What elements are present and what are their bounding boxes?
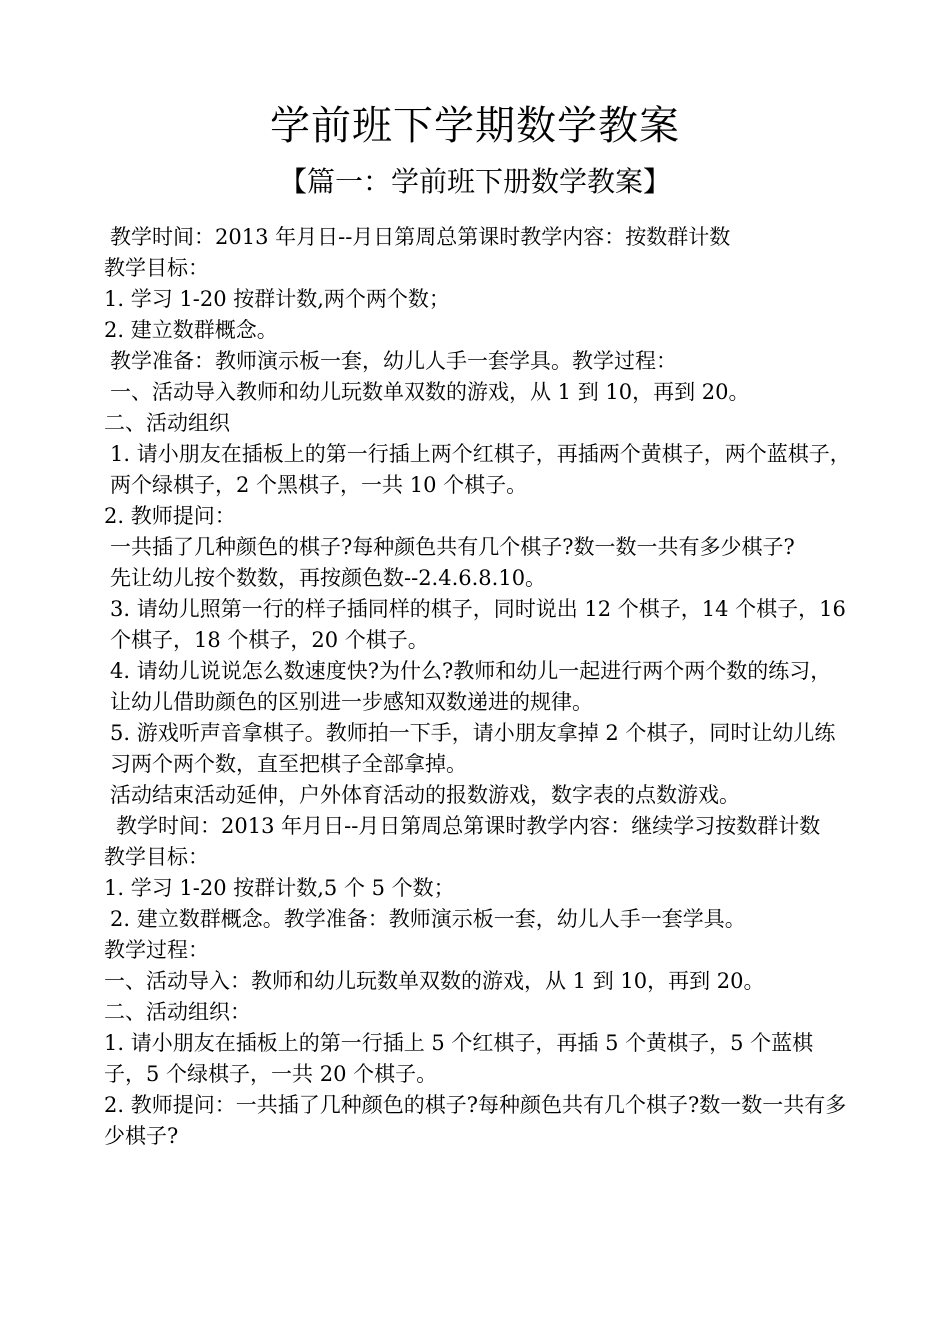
paragraph-line: 3. 请幼儿照第一行的样子插同样的棋子，同时说出 12 个棋子，14 个棋子，16 个棋子，18 个棋子，20 个棋子。 [110, 597, 846, 652]
paragraph-line: 一共插了几种颜色的棋子?每种颜色共有几个棋子?数一数一共有多少棋子? [110, 535, 795, 559]
paragraph-line: 二、活动组织 [104, 411, 230, 435]
paragraph-line: 一、活动导入教师和幼儿玩数单双数的游戏，从 1 到 10，再到 20。 [110, 380, 750, 404]
paragraph-line: 活动结束活动延伸，户外体育活动的报数游戏，数字表的点数游戏。 [110, 783, 740, 807]
paragraph-line: 教学目标： [104, 845, 209, 869]
paragraph-line: 一、活动导入：教师和幼儿玩数单双数的游戏，从 1 到 10，再到 20。 [104, 969, 765, 993]
paragraph-line: 2. 建立数群概念。教学准备：教师演示板一套，幼儿人手一套学具。 [110, 907, 746, 931]
paragraph-line: 教学过程： [104, 938, 209, 962]
paragraph-line: 1. 请小朋友在插板上的第一行插上两个红棋子，再插两个黄棋子，两个蓝棋子，两个绿棋子，2 个黑棋子，一共 10 个棋子。 [110, 442, 851, 497]
paragraph-line: 1. 学习 1-20 按群计数,两个两个数； [104, 287, 450, 311]
document-body [104, 222, 852, 1152]
paragraph-line: 2. 教师提问： [104, 504, 236, 528]
document-title: 学前班下学期数学教案 [270, 103, 680, 149]
paragraph-line: 1. 请小朋友在插板上的第一行插上 5 个红棋子，再插 5 个黄棋子，5 个蓝棋子，5 个绿棋子，一共 20 个棋子。 [104, 1031, 814, 1086]
paragraph-line: 教学时间：2013 年月日--月日第周总第课时教学内容：按数群计数 [110, 225, 731, 249]
paragraph-line: 教学目标： [104, 256, 209, 280]
paragraph-line: 2. 教师提问：一共插了几种颜色的棋子?每种颜色共有几个棋子?数一数一共有多少棋子? [104, 1093, 847, 1148]
paragraph-line: 教学时间：2013 年月日--月日第周总第课时教学内容：继续学习按数群计数 [116, 814, 821, 838]
paragraph-line: 4. 请幼儿说说怎么数速度快?为什么?教师和幼儿一起进行两个两个数的练习，让幼儿借助颜色的区别进一步感知双数递进的规律。 [110, 659, 832, 714]
paragraph-line: 5. 游戏听声音拿棋子。教师拍一下手，请小朋友拿掉 2 个棋子，同时让幼儿练习两个两个数，直至把棋子全部拿掉。 [110, 721, 836, 776]
paragraph-line: 先让幼儿按个数数，再按颜色数--2.4.6.8.10。 [110, 566, 547, 590]
document-subtitle: 【篇一：学前班下册数学教案】 [278, 165, 671, 198]
paragraph-line: 2. 建立数群概念。 [104, 318, 278, 342]
paragraph-line: 二、活动组织： [104, 1000, 251, 1024]
paragraph-line: 教学准备：教师演示板一套，幼儿人手一套学具。教学过程： [110, 349, 677, 373]
paragraph-line: 1. 学习 1-20 按群计数,5 个 5 个数； [104, 876, 455, 900]
